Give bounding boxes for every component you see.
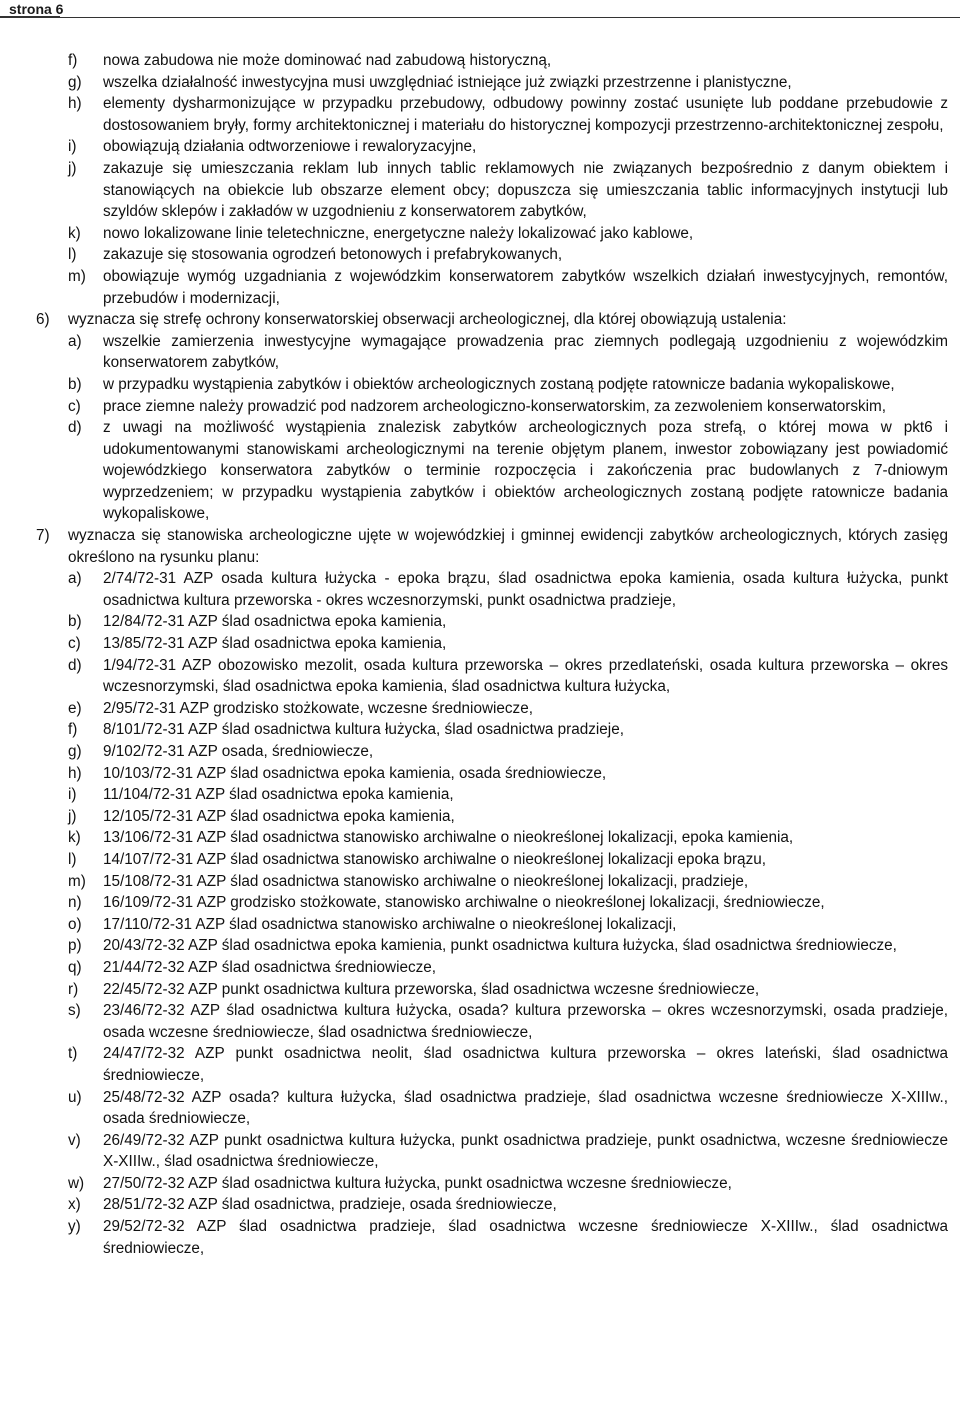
- item-marker: u): [68, 1088, 82, 1106]
- item-marker: l): [68, 850, 77, 868]
- item-text: 1/94/72-31 AZP obozowisko mezolit, osada kultura przeworska – okres przedlateński, osada kultura przeworska – okres wczesnorzymski, ślad osadnictwa epoka kamienia, ślad osadnictwa kultura łużycka,: [103, 656, 948, 696]
- site-item: [0, 1216, 960, 1259]
- item-text: 14/107/72-31 AZP ślad osadnictwa stanowisko archiwalne o nieokreślonej lokalizacji epoka brązu,: [103, 850, 766, 868]
- section-marker: 6): [36, 311, 50, 329]
- site-item: [0, 655, 960, 698]
- item-text: 10/103/72-31 AZP ślad osadnictwa epoka kamienia, osada średniowiecze,: [103, 764, 607, 782]
- site-item: [0, 1087, 960, 1130]
- site-item: [0, 892, 960, 914]
- item-text: 12/105/72-31 AZP ślad osadnictwa epoka kamienia,: [103, 807, 455, 825]
- item-text: 25/48/72-32 AZP osada? kultura łużycka, ślad osadnictwa pradzieje, ślad osadnictwa wczesne średniowiecze X-XIIIw., osada średniowiecze,: [103, 1088, 948, 1128]
- item-text: 2/95/72-31 AZP grodzisko stożkowate, wczesne średniowiecze,: [103, 699, 533, 717]
- list-item: [0, 50, 960, 72]
- item-text: 26/49/72-32 AZP punkt osadnictwa kultura łużycka, punkt osadnictwa pradzieje, punkt osadnictwa, wczesne średniowiecze X-XIIIw., ślad osadnictwa średniowiecze,: [103, 1131, 948, 1171]
- site-item: [0, 763, 960, 785]
- item-text: obowiązują działania odtworzeniowe i rewaloryzacyjne,: [103, 138, 477, 156]
- item-text: 24/47/72-32 AZP punkt osadnictwa neolit, ślad osadnictwa kultura przeworska – okres lateński, ślad osadnictwa średniowiecze,: [103, 1045, 948, 1084]
- list-item: [0, 396, 960, 418]
- site-item: [0, 806, 960, 828]
- site-item: [0, 698, 960, 720]
- item-marker: h): [68, 95, 82, 113]
- list-item: [0, 417, 960, 525]
- item-marker: w): [68, 1174, 85, 1192]
- list-item: [0, 136, 960, 158]
- item-text: 13/85/72-31 AZP ślad osadnictwa epoka kamienia,: [103, 635, 447, 653]
- section-6: [0, 309, 960, 331]
- item-marker: t): [68, 1045, 78, 1063]
- item-marker: c): [68, 635, 81, 653]
- item-marker: g): [68, 743, 82, 760]
- item-text: 15/108/72-31 AZP ślad osadnictwa stanowisko archiwalne o nieokreślonej lokalizacji, pradzieje,: [103, 872, 749, 890]
- site-item: [0, 957, 960, 979]
- site-item: [0, 633, 960, 655]
- site-item: [0, 849, 960, 871]
- item-text: 20/43/72-32 AZP ślad osadnictwa epoka kamienia, punkt osadnictwa kultura łużycka, ślad osadnictwa średniowiecze,: [103, 937, 897, 955]
- page-number-label: strona 6: [9, 1, 64, 17]
- item-text: 9/102/72-31 AZP osada, średniowiecze,: [103, 743, 374, 760]
- item-text: 8/101/72-31 AZP ślad osadnictwa kultura łużycka, ślad osadnictwa pradzieje,: [103, 721, 624, 739]
- item-text: 21/44/72-32 AZP ślad osadnictwa średniowiecze,: [103, 958, 437, 976]
- item-marker: f): [68, 52, 78, 69]
- list-item: [0, 244, 960, 266]
- item-marker: b): [68, 613, 82, 631]
- item-marker: s): [68, 1002, 81, 1020]
- list-item: [0, 266, 960, 309]
- item-text: 29/52/72-32 AZP ślad osadnictwa pradzieje, ślad osadnictwa wczesne średniowiecze X-XIIIw., ślad osadnictwa średniowiecze,: [103, 1218, 948, 1257]
- item-marker: e): [68, 699, 82, 717]
- item-marker: y): [68, 1218, 81, 1236]
- item-text: 11/104/72-31 AZP ślad osadnictwa epoka kamienia,: [103, 786, 454, 804]
- list-item: [0, 72, 960, 94]
- item-marker: b): [68, 375, 82, 393]
- item-marker: g): [68, 73, 82, 91]
- header-divider: [0, 17, 960, 18]
- item-marker: v): [68, 1131, 81, 1149]
- item-text: 27/50/72-32 AZP ślad osadnictwa kultura łużycka, punkt osadnictwa wczesne średniowiecze,: [103, 1174, 732, 1192]
- item-text: 28/51/72-32 AZP ślad osadnictwa, pradzieje, osada średniowiecze,: [103, 1196, 557, 1214]
- site-item: [0, 784, 960, 806]
- section-text: wyznacza się strefę ochrony konserwatorskiej obserwacji archeologicznej, dla której obowiązują ustalenia:: [68, 311, 787, 329]
- item-text: nowo lokalizowane linie teletechniczne, energetyczne należy lokalizować jako kablowe,: [103, 224, 694, 242]
- item-text: nowa zabudowa nie może dominować nad zabudową historyczną,: [103, 52, 552, 69]
- item-marker: m): [68, 267, 86, 285]
- site-item: [0, 871, 960, 893]
- site-item: [0, 1000, 960, 1043]
- item-text: 17/110/72-31 AZP ślad osadnictwa stanowisko archiwalne o nieokreślonej lokalizacji,: [103, 915, 677, 933]
- section-text: wyznacza się stanowiska archeologiczne ujęte w wojewódzkiej i gminnej ewidencji zabytków archeologicznych, których zasięg określono na rysunku planu:: [68, 527, 948, 566]
- item-text: w przypadku wystąpienia zabytków i obiektów archeologicznych zostaną podjęte ratownicze badania wykopaliskowe,: [103, 375, 895, 393]
- item-text: prace ziemne należy prowadzić pod nadzorem archeologiczno-konserwatorskim, za zezwoleniem konserwatorskim,: [103, 397, 887, 415]
- item-marker: d): [68, 656, 82, 674]
- site-item: [0, 741, 960, 763]
- site-item: [0, 719, 960, 741]
- item-marker: k): [68, 224, 81, 242]
- item-marker: k): [68, 829, 81, 847]
- item-marker: i): [68, 786, 77, 804]
- item-marker: j): [68, 807, 77, 825]
- item-text: 16/109/72-31 AZP grodzisko stożkowate, stanowisko archiwalne o nieokreślonej lokalizacji, średniowiecze,: [103, 894, 825, 912]
- list-item: [0, 223, 960, 245]
- item-text: elementy dysharmonizujące w przypadku przebudowy, odbudowy powinny zostać usunięte lub poddane przebudowie z dostosowaniem bryły, formy architektonicznej i materiału do historycznej kompozycji przestrzenno-architektonicznej zespołu,: [103, 95, 948, 134]
- site-item: [0, 611, 960, 633]
- site-item: [0, 1173, 960, 1195]
- item-marker: d): [68, 419, 82, 437]
- item-text: 22/45/72-32 AZP punkt osadnictwa kultura przeworska, ślad osadnictwa wczesne średniowiecze,: [103, 980, 760, 998]
- item-marker: i): [68, 138, 77, 156]
- item-text: 2/74/72-31 AZP osada kultura łużycka - epoka brązu, ślad osadnictwa epoka kamienia, osada kultura łużycka, punkt osadnictwa kultura przeworska - okres wczesnorzymski, punkt osadnictwa pradziejе,: [103, 570, 948, 609]
- item-text: zakazuje się umieszczania reklam lub innych tablic reklamowych nie związanych bezpośrednio z danym obiektem i stanowiących na obiekcie lub obszarze element obcy; dopuszcza się umieszczania tablic informacyjnych instytucji lub szyldów sklepów i zakładów w uzgodnieniu z konserwatorem zabytków,: [103, 159, 948, 221]
- site-item: [0, 935, 960, 957]
- page-header: [0, 0, 960, 22]
- item-text: obowiązuje wymóg uzgadniania z wojewódzkim konserwatorem zabytków wszelkich działań inwestycyjnych, remontów, przebudów i modernizacji,: [103, 267, 948, 307]
- section-7: [0, 525, 960, 568]
- document-body: [0, 50, 960, 1259]
- list-item: [0, 331, 960, 374]
- item-marker: x): [68, 1196, 81, 1214]
- list-item: [0, 158, 960, 223]
- site-item: [0, 1130, 960, 1173]
- item-marker: h): [68, 764, 82, 782]
- item-text: wszelka działalność inwestycyjna musi uwzględniać istniejące już związki przestrzenne i planistyczne,: [103, 73, 792, 91]
- site-item: [0, 568, 960, 611]
- list-item: [0, 93, 960, 136]
- site-item: [0, 979, 960, 1001]
- item-marker: a): [68, 332, 82, 350]
- site-item: [0, 1043, 960, 1086]
- site-item: [0, 827, 960, 849]
- item-marker: c): [68, 397, 81, 415]
- item-marker: q): [68, 958, 82, 976]
- item-marker: m): [68, 872, 86, 890]
- item-marker: f): [68, 721, 78, 739]
- item-marker: n): [68, 894, 82, 912]
- item-marker: l): [68, 246, 77, 264]
- item-marker: r): [68, 980, 79, 998]
- item-marker: j): [68, 159, 77, 177]
- list-item: [0, 374, 960, 396]
- item-text: zakazuje się stosowania ogrodzeń betonowych i prefabrykowanych,: [103, 246, 563, 264]
- item-marker: a): [68, 570, 82, 588]
- site-item: [0, 914, 960, 936]
- item-text: 12/84/72-31 AZP ślad osadnictwa epoka kamienia,: [103, 613, 447, 631]
- item-marker: o): [68, 915, 82, 933]
- item-text: wszelkie zamierzenia inwestycyjne wymagające prowadzenia prac ziemnych podlegają uzgodnieniu z wojewódzkim konserwatorem zabytków,: [103, 332, 948, 372]
- item-text: 13/106/72-31 AZP ślad osadnictwa stanowisko archiwalne o nieokreślonej lokalizacji, epoka kamienia,: [103, 829, 794, 847]
- item-text: z uwagi na możliwość wystąpienia znalezisk zabytków archeologicznych poza strefą, o której mowa w pkt6 i udokumentowanymi stanowiskami archeologicznymi na terenie objętym planem, inwestor zobowiązany jest powiadomić wojewódzkiego konserwatora zabytków o terminie rozpoczęcia i zakończenia prac budowlanych z 7-dniowym wyprzedzeniem; w przypadku wystąpienia zabytków i obiektów archeologicznych zostaną podjęte ratownicze badania wykopaliskowe,: [103, 419, 948, 523]
- section-marker: 7): [36, 527, 50, 545]
- item-text: 23/46/72-32 AZP ślad osadnictwa kultura łużycka, osada? kultura przeworska – okres wczesnorzymski, osada pradzieje, osada wczesne średniowiecze, ślad osadnictwa średniowiecze,: [103, 1002, 948, 1041]
- site-item: [0, 1194, 960, 1216]
- item-marker: p): [68, 937, 82, 955]
